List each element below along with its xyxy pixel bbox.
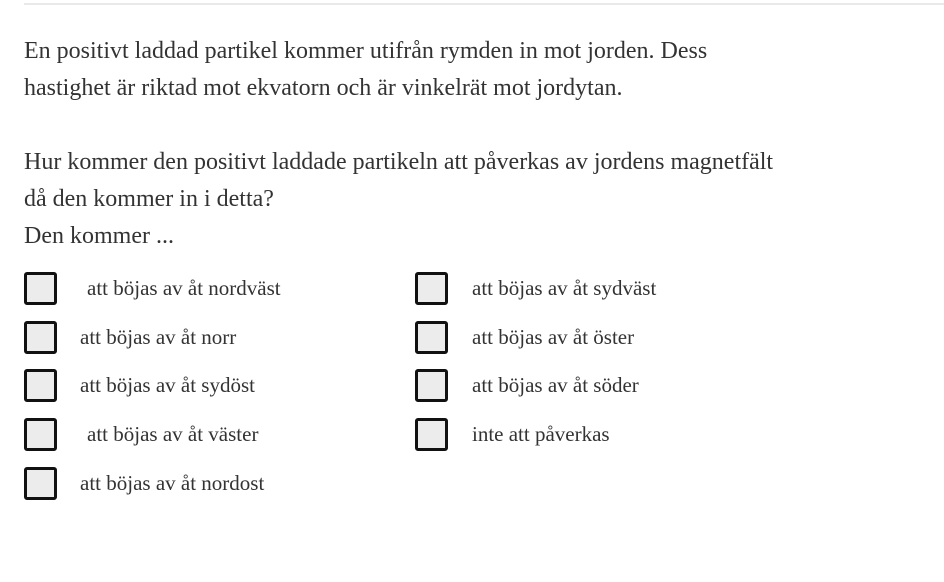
option-label: att böjas av åt öster	[472, 324, 635, 349]
option-nordvast[interactable]	[24, 271, 281, 305]
option-label: att böjas av åt väster	[87, 421, 259, 446]
option-oster[interactable]	[415, 320, 634, 354]
checkbox[interactable]	[24, 272, 57, 305]
checkbox[interactable]	[24, 467, 57, 500]
option-label: att böjas av åt nordväst	[87, 275, 281, 300]
option-label: att böjas av åt sydöst	[80, 372, 255, 397]
question-paragraph-1: En positivt laddad partikel kommer utifrån rymden in mot jorden. Dess hastighet är riktad mot ekvatorn och är vinkelrät mot jordytan.	[24, 38, 708, 101]
option-norr[interactable]	[24, 320, 236, 354]
top-divider	[24, 3, 944, 5]
option-label: att böjas av åt söder	[472, 372, 639, 397]
paragraph-spacer	[24, 107, 784, 144]
checkbox[interactable]	[24, 369, 57, 402]
checkbox[interactable]	[415, 418, 448, 451]
option-nordost[interactable]	[24, 466, 264, 500]
option-inte-paverkas[interactable]	[415, 417, 610, 451]
option-label: att böjas av åt nordost	[80, 470, 265, 495]
checkbox[interactable]	[24, 418, 57, 451]
option-vaster[interactable]	[24, 417, 258, 451]
option-label: att böjas av åt sydväst	[472, 275, 657, 300]
checkbox[interactable]	[415, 272, 448, 305]
checkbox[interactable]	[24, 321, 57, 354]
option-sydost[interactable]	[24, 368, 255, 402]
option-sydvast[interactable]	[415, 271, 656, 305]
option-soder[interactable]	[415, 368, 639, 402]
option-label: inte att påverkas	[472, 421, 610, 446]
question-paragraph-2: Hur kommer den positivt laddade partikeln att påverkas av jordens magnetfält då den kommer in i detta?	[24, 149, 774, 212]
question-text	[24, 33, 784, 255]
question-prompt: Den kommer ...	[24, 223, 174, 249]
option-label: att böjas av åt norr	[80, 324, 237, 349]
checkbox[interactable]	[415, 369, 448, 402]
checkbox[interactable]	[415, 321, 448, 354]
